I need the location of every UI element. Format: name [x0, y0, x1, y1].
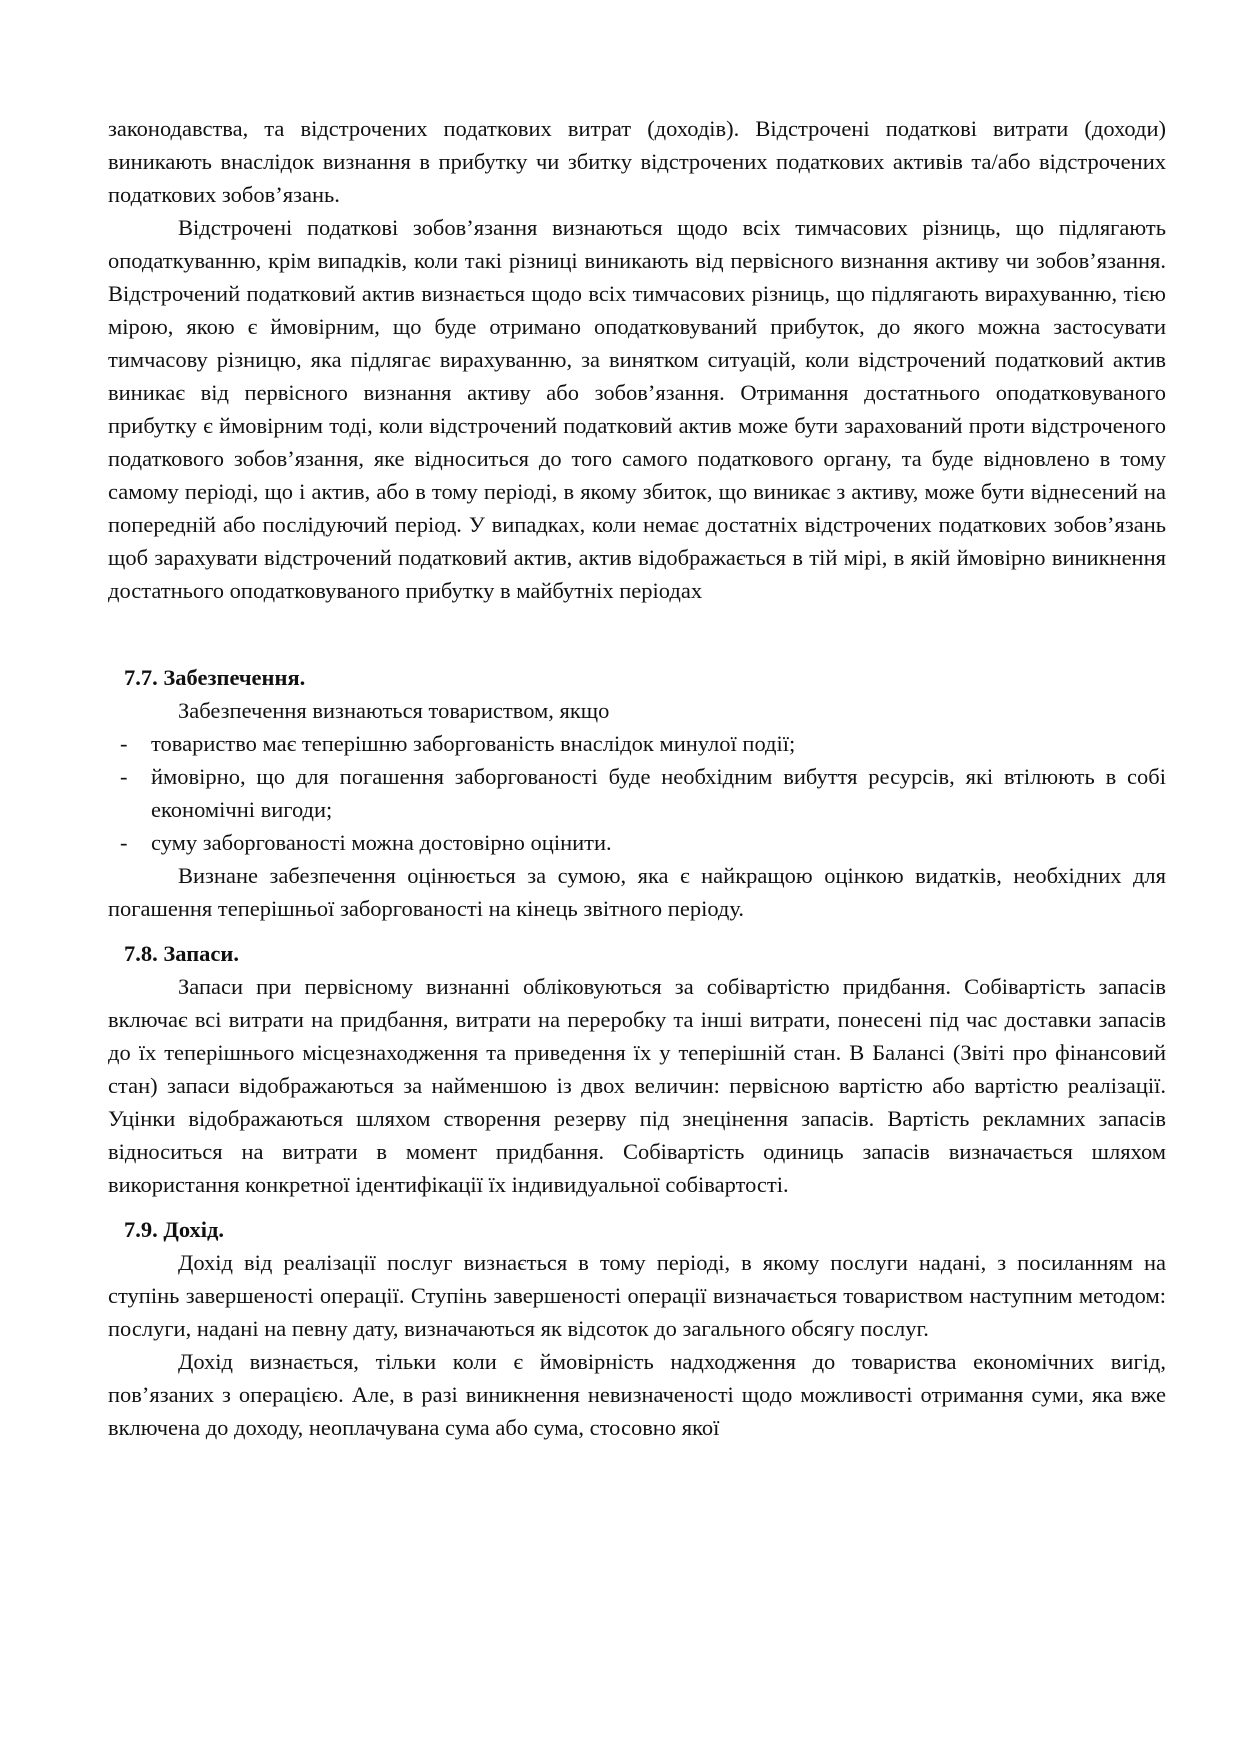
list-item-text: товариство має теперішню заборгованість внаслідок минулої події; — [151, 731, 796, 756]
list-item — [108, 826, 1166, 859]
section-heading: 7.8. Запаси. — [124, 941, 239, 966]
section-body: Дохід визнається, тільки коли є ймовірність надходження до товариства економічних вигід, пов’язаних з операцією. Але, в разі виникнення невизначеності щодо можливості отримання суми, яка вже включена до доходу, неоплачувана сума або сума, стосовно якої — [108, 1349, 1166, 1440]
list-item-text: ймовірно, що для погашення заборгованості буде необхідним вибуття ресурсів, які втілюють в собі економічні вигоди; — [151, 764, 1166, 822]
dash-bullet: - — [120, 731, 128, 756]
section-heading: 7.7. Забезпечення. — [124, 665, 306, 690]
section-closing: Визнане забезпечення оцінюється за сумою, яка є найкращою оцінкою видатків, необхідних для погашення теперішньої заборгованості на кінець звітного періоду. — [108, 863, 1166, 921]
list-item-text: суму заборгованості можна достовірно оцінити. — [151, 830, 612, 855]
dash-bullet: - — [120, 830, 128, 855]
section-provisions — [108, 661, 1166, 925]
section-revenue — [108, 1213, 1166, 1444]
section-body: Дохід від реалізації послуг визнається в тому періоді, в якому послуги надані, з посиланням на ступінь завершеності операції. Ступінь завершеності операції визначається товариством наступним методом: послуги, надані на певну дату, визначаються як відсоток до загального обсягу послуг. — [108, 1250, 1166, 1341]
section-inventories — [108, 937, 1166, 1201]
section-spacer — [108, 925, 1166, 937]
section-heading: 7.9. Дохід. — [124, 1217, 225, 1242]
list-item — [108, 760, 1166, 826]
paragraph-deferred-tax-liabilities: Відстрочені податкові зобов’язання визнаються щодо всіх тимчасових різниць, що підлягають оподаткуванню, крім випадків, коли такі різниці виникають від первісного визнання активу чи зобов’язання. Відстрочений податковий актив визнається щодо всіх тимчасових різниць, що підлягають вирахуванню, тією мірою, якою є ймовірним, що буде отримано оподатковуваний прибуток, до якого можна застосувати тимчасову різницю, яка підлягає вирахуванню, за винятком ситуацій, коли відстрочений податковий актив виникає від первісного визнання активу або зобов’язання. Отримання достатнього оподатковуваного прибутку є ймовірним тоді, коли відстрочений податковий актив може бути зарахований проти відстроченого податкового зобов’язання, яке відноситься до того самого податкового органу, та буде відновлено в тому самому періоді, що і актив, або в тому періоді, в якому збиток, що виникає з активу, може бути віднесений на попередній або послідуючий період. У випадках, коли немає достатніх відстрочених податкових зобов’язань щоб зарахувати відстрочений податковий актив, актив відображається в тій мірі, в якій ймовірно виникнення достатнього оподатковуваного прибутку в майбутніх періодах — [108, 215, 1166, 603]
document-page — [108, 112, 1166, 1444]
section-intro: Забезпечення визнаються товариством, якщо — [178, 698, 610, 723]
list-item — [108, 727, 1166, 760]
dash-bullet: - — [120, 764, 128, 789]
section-spacer — [108, 1201, 1166, 1213]
paragraph-deferred-tax-intro: законодавства, та відстрочених податкових витрат (доходів). Відстрочені податкові витрати (доходи) виникають внаслідок визнання в прибутку чи збитку відстрочених податкових активів та/або відстрочених податкових зобов’язань. — [108, 116, 1166, 207]
section-spacer — [108, 607, 1166, 661]
provision-criteria-list — [108, 727, 1166, 859]
section-body: Запаси при первісному визнанні обліковуються за собівартістю придбання. Собівартість запасів включає всі витрати на придбання, витрати на переробку та інші витрати, понесені під час доставки запасів до їх теперішнього місцезнаходження та приведення їх у теперішній стан. В Балансі (Звіті про фінансовий стан) запаси відображаються за найменшою із двох величин: первісною вартістю або вартістю реалізації. Уцінки відображаються шляхом створення резерву під знецінення запасів. Вартість рекламних запасів відноситься на витрати в момент придбання. Собівартість одиниць запасів визначається шляхом використання конкретної ідентифікації їх індивидуальної собівартості. — [108, 974, 1166, 1197]
